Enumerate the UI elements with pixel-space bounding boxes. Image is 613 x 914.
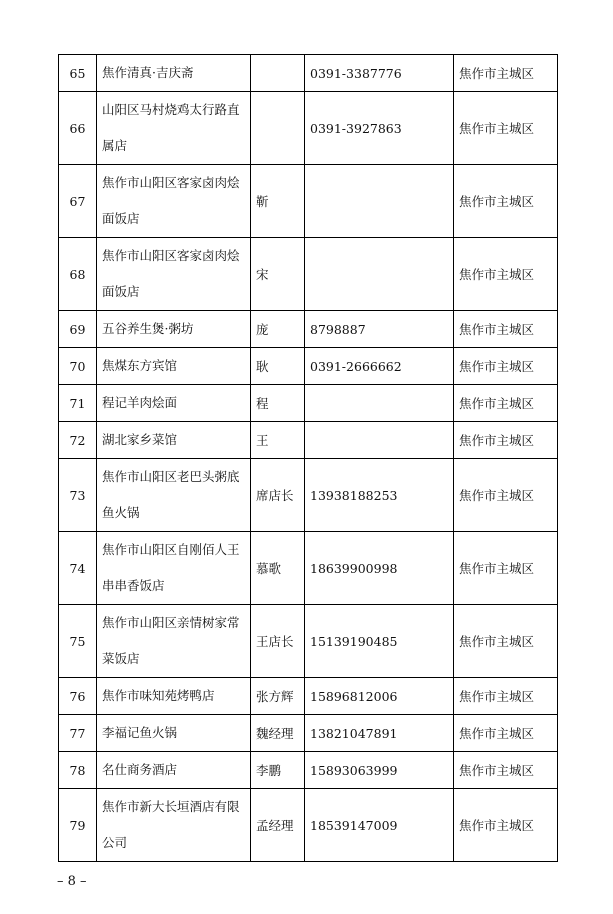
table-row: [59, 678, 558, 715]
merchant-name: 焦作市山阳区客家卤肉烩面饭店: [97, 238, 251, 311]
merchant-name: 山阳区马村烧鸡太行路直属店: [97, 92, 251, 165]
phone-number: 15893063999: [305, 752, 454, 789]
table-row: [59, 311, 558, 348]
area: 焦作市主城区: [454, 165, 558, 238]
phone-number: 13938188253: [305, 459, 454, 532]
area: 焦作市主城区: [454, 348, 558, 385]
area: 焦作市主城区: [454, 715, 558, 752]
row-number: 65: [59, 55, 97, 92]
table-row: [59, 715, 558, 752]
area: 焦作市主城区: [454, 92, 558, 165]
merchant-name: 焦作清真·吉庆斋: [97, 55, 251, 92]
table-row: [59, 348, 558, 385]
merchant-table: [58, 54, 558, 862]
phone-number: 0391-2666662: [305, 348, 454, 385]
area: 焦作市主城区: [454, 385, 558, 422]
area: 焦作市主城区: [454, 752, 558, 789]
table-row: [59, 165, 558, 238]
merchant-name: 焦作市山阳区客家卤肉烩面饭店: [97, 165, 251, 238]
area: 焦作市主城区: [454, 678, 558, 715]
row-number: 75: [59, 605, 97, 678]
merchant-name: 焦作市山阳区亲情树家常菜饭店: [97, 605, 251, 678]
area: 焦作市主城区: [454, 311, 558, 348]
phone-number: 15896812006: [305, 678, 454, 715]
contact-person: 庞: [251, 311, 305, 348]
contact-person: 王: [251, 422, 305, 459]
row-number: 78: [59, 752, 97, 789]
contact-person: 魏经理: [251, 715, 305, 752]
contact-person: [251, 55, 305, 92]
row-number: 73: [59, 459, 97, 532]
row-number: 76: [59, 678, 97, 715]
merchant-name: 五谷养生煲·粥坊: [97, 311, 251, 348]
contact-person: 席店长: [251, 459, 305, 532]
contact-person: 孟经理: [251, 789, 305, 862]
table-row: [59, 238, 558, 311]
merchant-name: 李福记鱼火锅: [97, 715, 251, 752]
row-number: 71: [59, 385, 97, 422]
phone-number: 15139190485: [305, 605, 454, 678]
merchant-name: 焦煤东方宾馆: [97, 348, 251, 385]
contact-person: [251, 92, 305, 165]
row-number: 77: [59, 715, 97, 752]
table-row: [59, 422, 558, 459]
area: 焦作市主城区: [454, 238, 558, 311]
phone-number: 0391-3927863: [305, 92, 454, 165]
table-row: [59, 752, 558, 789]
table-row: [59, 605, 558, 678]
area: 焦作市主城区: [454, 605, 558, 678]
phone-number: [305, 238, 454, 311]
merchant-name: 程记羊肉烩面: [97, 385, 251, 422]
area: 焦作市主城区: [454, 459, 558, 532]
phone-number: [305, 422, 454, 459]
page-number: – 8 –: [57, 874, 87, 889]
table-row: [59, 532, 558, 605]
merchant-name: 名仕商务酒店: [97, 752, 251, 789]
row-number: 69: [59, 311, 97, 348]
contact-person: 耿: [251, 348, 305, 385]
merchant-name: 湖北家乡菜馆: [97, 422, 251, 459]
phone-number: 13821047891: [305, 715, 454, 752]
row-number: 70: [59, 348, 97, 385]
row-number: 72: [59, 422, 97, 459]
contact-person: 张方辉: [251, 678, 305, 715]
contact-person: 宋: [251, 238, 305, 311]
table-row: [59, 55, 558, 92]
row-number: 74: [59, 532, 97, 605]
contact-person: 李鹏: [251, 752, 305, 789]
contact-person: 王店长: [251, 605, 305, 678]
phone-number: 18639900998: [305, 532, 454, 605]
phone-number: 8798887: [305, 311, 454, 348]
merchant-name: 焦作市新大长垣酒店有限公司: [97, 789, 251, 862]
contact-person: 靳: [251, 165, 305, 238]
row-number: 68: [59, 238, 97, 311]
merchant-name: 焦作市山阳区老巴头粥底鱼火锅: [97, 459, 251, 532]
contact-person: 程: [251, 385, 305, 422]
table-row: [59, 92, 558, 165]
merchant-name: 焦作市味知苑烤鸭店: [97, 678, 251, 715]
contact-person: 慕歌: [251, 532, 305, 605]
row-number: 79: [59, 789, 97, 862]
table-row: [59, 385, 558, 422]
row-number: 67: [59, 165, 97, 238]
area: 焦作市主城区: [454, 55, 558, 92]
phone-number: 0391-3387776: [305, 55, 454, 92]
phone-number: [305, 385, 454, 422]
phone-number: 18539147009: [305, 789, 454, 862]
phone-number: [305, 165, 454, 238]
area: 焦作市主城区: [454, 422, 558, 459]
merchant-name: 焦作市山阳区自刚佰人王串串香饭店: [97, 532, 251, 605]
row-number: 66: [59, 92, 97, 165]
area: 焦作市主城区: [454, 532, 558, 605]
table-row: [59, 459, 558, 532]
area: 焦作市主城区: [454, 789, 558, 862]
table-row: [59, 789, 558, 862]
